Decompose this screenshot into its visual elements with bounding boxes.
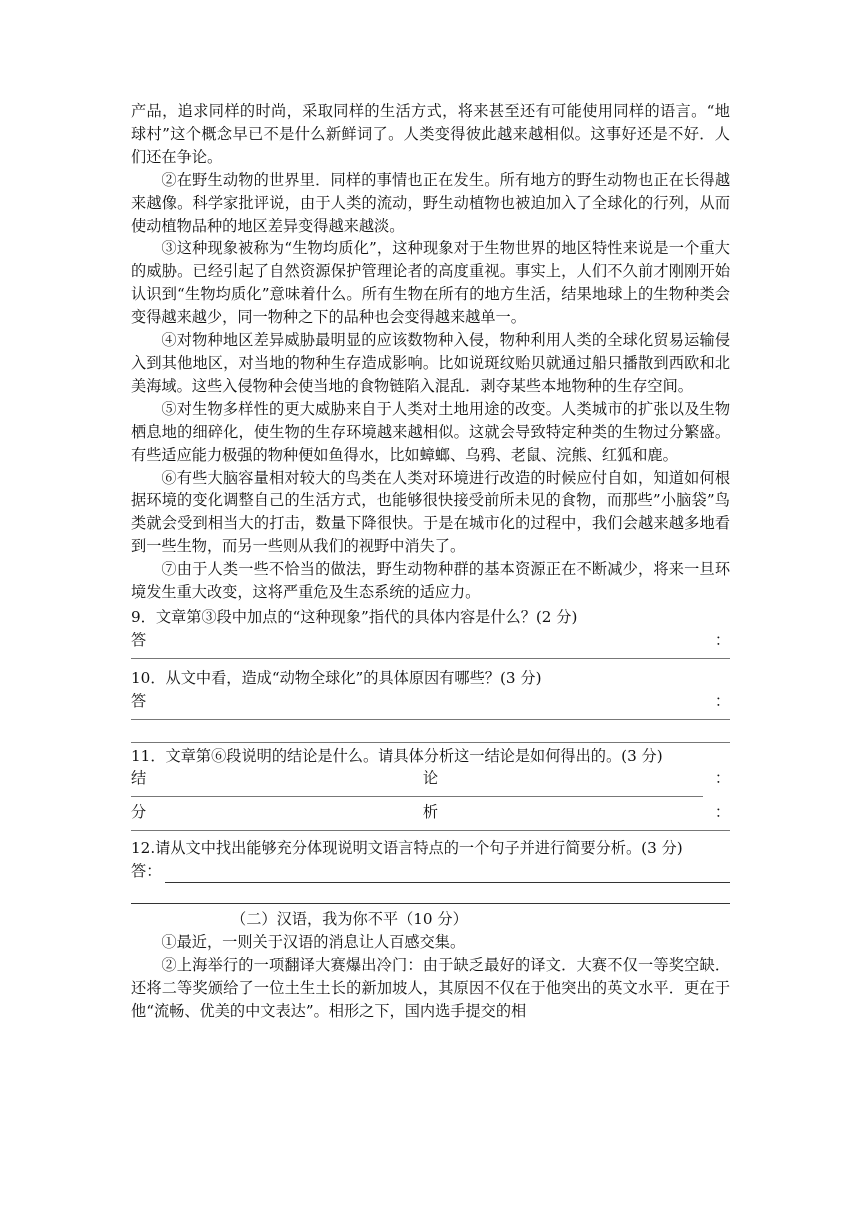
q10-answer-line-2[interactable] — [131, 742, 730, 743]
q12-answer-row — [131, 860, 730, 883]
question-12: 12.请从文中找出能够充分体现说明文语言特点的一个句子并进行简要分析。(3 分) — [131, 839, 683, 858]
question-10: 10．从文中看，造成“动物全球化”的具体原因有哪些？(3 分) — [131, 668, 542, 687]
passage1-paragraph-3: ③这种现象被称为“生物均质化”，这种现象对于生物世界的地区特性来说是一个重大的威胁。已经引起了自然资源保护管理论者的高度重视。事实上，人们不久前才刚刚开始认识到“生物均质化”意味着什么。所有生物在所有的地方生活，结果地球上的生物种类会变得越来越少，同一物种之下的品种也会变得越来越单一。 — [131, 239, 730, 327]
q12-answer-line-1[interactable] — [165, 866, 730, 883]
q9-answer-line[interactable] — [131, 658, 730, 659]
passage2-title: （二）汉语，我为你不平（10 分） — [231, 910, 468, 929]
q9-answer-label: 答 — [131, 630, 147, 649]
q11-conclusion-colon: ： — [714, 769, 730, 788]
q11-analysis-label-1: 分 — [131, 803, 147, 822]
q11-conclusion-label-1: 结 — [131, 769, 147, 788]
q11-analysis-line[interactable] — [131, 830, 730, 831]
q11-analysis-colon: ： — [714, 803, 730, 822]
passage1-paragraph-7: ⑦由于人类一些不恰当的做法，野生动物种群的基本资源正在不断减少，将来一旦环境发生重大改变，这将严重危及生态系统的适应力。 — [131, 560, 730, 602]
q11-analysis-row — [131, 801, 730, 824]
q12-answer-label: 答： — [131, 862, 162, 881]
passage1-paragraph-1: 产品，追求同样的时尚，采取同样的生活方式，将来甚至还有可能使用同样的语言。“地球村”这个概念早已不是什么新鲜词了。人类变得彼此越来越相似。这事好还是不好．人们还在争论。 — [131, 102, 730, 166]
passage1-paragraph-2: ②在野生动物的世界里．同样的事情也正在发生。所有地方的野生动物也正在长得越来越像。科学家批评说，由于人类的流动，野生动植物也被迫加入了全球化的行列，从而使动植物品种的地区差异变得越来越淡。 — [131, 170, 730, 235]
question-11: 11．文章第⑥段说明的结论是什么。请具体分析这一结论是如何得出的。(3 分) — [131, 746, 663, 765]
q11-conclusion-line[interactable] — [131, 796, 703, 797]
q10-answer-label: 答 — [131, 691, 147, 710]
q10-answer-row — [131, 690, 730, 713]
q10-answer-line-1[interactable] — [131, 719, 730, 720]
passage1-paragraph-6: ⑥有些大脑容量相对较大的鸟类在人类对环境进行改造的时候应付自如，知道如何根据环境的变化调整自己的生活方式，也能够很快接受前所未见的食物，而那些”小脑袋”鸟类就会受到相当大的打击，数量下降很快。于是在城市化的过程中，我们会越来越多地看到一些生物，而另一些则从我们的视野中消失了。 — [131, 468, 730, 556]
passage2-paragraph-1: ①最近，一则关于汉语的消息让人百感交集。 — [161, 933, 466, 951]
document-content — [131, 100, 730, 1023]
passage2-paragraph-2: ②上海举行的一项翻译大赛爆出冷门：由于缺乏最好的译文．大赛不仅一等奖空缺．还将二等奖颁给了一位土生土长的新加坡人，其原因不仅在于他突出的英文水平．更在于他“流畅、优美的中文表达”。相形之下，国内选手提交的相 — [131, 955, 730, 1020]
q10-answer-colon: ： — [714, 691, 730, 710]
q11-analysis-label-2: 析 — [422, 803, 439, 822]
q11-conclusion-label-2: 论 — [422, 769, 439, 788]
passage1-paragraph-5: ⑤对生物多样性的更大威胁来自于人类对土地用途的改变。人类城市的扩张以及生物栖息地的细碎化，使生物的生存环境越来越相似。这就会导致特定种类的生物过分繁盛。有些适应能力极强的物种便如鱼得水，比如蟑螂、乌鸦、老鼠、浣熊、红狐和鹿。 — [131, 399, 730, 464]
q9-answer-colon: ： — [714, 630, 730, 649]
q9-answer-row — [131, 629, 730, 652]
q12-answer-line-2[interactable] — [131, 903, 730, 904]
q11-conclusion-row — [131, 767, 730, 790]
question-9: 9．文章第③段中加点的“这种现象”指代的具体内容是什么？(2 分) — [131, 607, 578, 626]
passage1-paragraph-4: ④对物种地区差异威胁最明显的应该数物种入侵，物种利用人类的全球化贸易运输侵入到其他地区，对当地的物种生存造成影响。比如说斑纹贻贝就通过船只播散到西欧和北美海域。这些入侵物种会使当地的食物链陷入混乱．剥夺某些本地物种的生存空间。 — [131, 331, 730, 395]
